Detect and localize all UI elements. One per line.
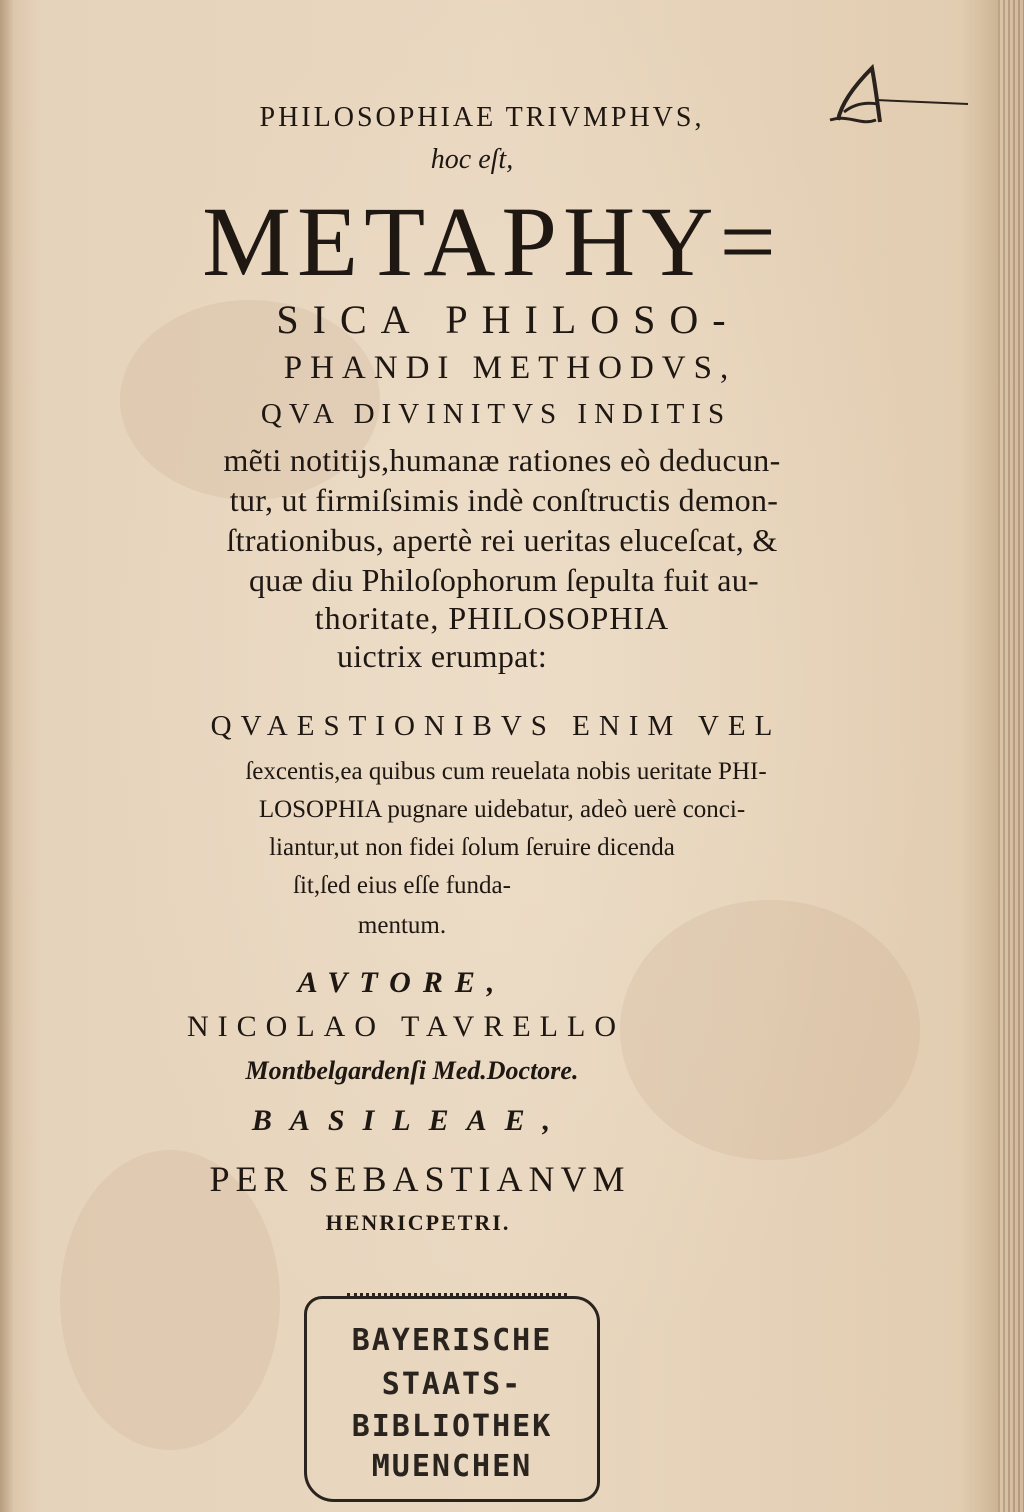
title-line-4: SICA PHILOSO- [276, 297, 740, 342]
title-line-12: uictrix erumpat: [336, 638, 548, 674]
title-line-17: ſit,ſed eius eſſe funda- [293, 872, 511, 899]
title-line-2: hoc eſt, [430, 144, 514, 175]
title-line-1: PHILOSOPHIAE TRIVMPHVS, [259, 102, 705, 133]
title-line-14: ſexcentis,ea quibus cum reuelata nobis ueritate PHI- [245, 758, 767, 785]
title-line-15: LOSOPHIA pugnare uidebatur, adeò uerè conci- [258, 796, 746, 823]
stamp-line-4: MUENCHEN [371, 1449, 533, 1484]
stamp-line-3: BIBLIOTHEK [351, 1409, 553, 1444]
title-line-11: thoritate, PHILOSOPHIA [314, 600, 670, 636]
title-line-24: HENRICPETRI. [325, 1210, 511, 1235]
title-line-6: QVA DIVINITVS INDITIS [260, 398, 732, 430]
title-line-19: AVTORE, [297, 966, 507, 999]
title-line-7: mẽti notitijs,humanæ rationes eò deducun- [223, 442, 781, 478]
title-line-5: PHANDI METHODVS, [283, 350, 737, 386]
title-line-3: METAPHY= [202, 186, 782, 297]
stamp-line-1: BAYERISCHE [351, 1323, 553, 1358]
title-line-13: QVAESTIONIBVS ENIM VEL [210, 710, 782, 742]
title-line-22: BASILEAE, [251, 1104, 569, 1137]
title-line-18: mentum. [357, 912, 447, 939]
stamp-line-2: STAATS- [381, 1367, 523, 1402]
title-line-9: ſtrationibus, apertè rei ueritas eluceſcat, & [226, 522, 778, 558]
title-line-8: tur, ut firmiſsimis indè conſtructis demon- [229, 482, 779, 518]
library-stamp [304, 1296, 600, 1502]
stamp-border-ornament [347, 1293, 567, 1306]
title-line-20: NICOLAO TAVRELLO [187, 1010, 625, 1043]
title-line-23: PER SEBASTIANVM [209, 1159, 631, 1199]
title-line-21: Montbelgardenſi Med.Doctore. [245, 1056, 579, 1085]
title-line-16: liantur,ut non fidei ſolum ſeruire dicenda [269, 834, 675, 861]
title-line-10: quæ diu Philoſophorum ſepulta fuit au- [248, 562, 760, 598]
